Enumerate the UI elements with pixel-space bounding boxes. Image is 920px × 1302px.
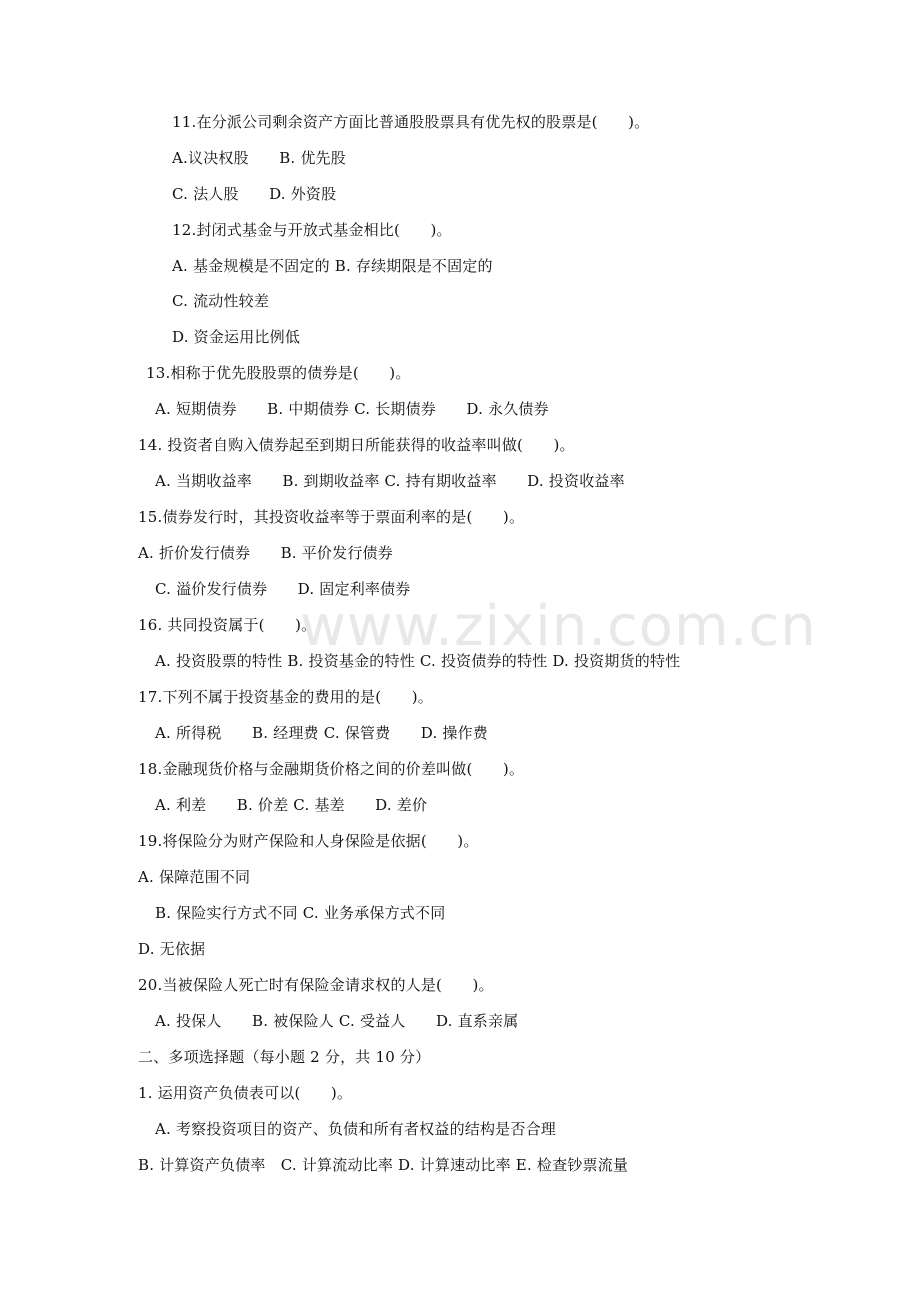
question-17: 17.下列不属于投资基金的费用的是( )。 — [138, 688, 433, 706]
question-13: 13.相称于优先股股票的债券是( )。 — [146, 364, 411, 382]
question-16: 16. 共同投资属于( )。 — [138, 616, 317, 634]
question-19-options-bc: B. 保险实行方式不同 C. 业务承保方式不同 — [155, 904, 446, 922]
mc-question-1: 1. 运用资产负债表可以( )。 — [138, 1084, 353, 1102]
question-19-option-d: D. 无依据 — [138, 940, 206, 958]
question-11-options-cd: C. 法人股 D. 外资股 — [172, 185, 337, 203]
question-14-options: A. 当期收益率 B. 到期收益率 C. 持有期收益率 D. 投资收益率 — [155, 472, 625, 490]
question-19-option-a: A. 保障范围不同 — [138, 868, 251, 886]
question-12-option-c: C. 流动性较差 — [172, 292, 270, 310]
question-20-options: A. 投保人 B. 被保险人 C. 受益人 D. 直系亲属 — [155, 1012, 519, 1030]
question-13-options: A. 短期债券 B. 中期债券 C. 长期债券 D. 永久债券 — [155, 400, 549, 418]
question-12: 12.封闭式基金与开放式基金相比( )。 — [172, 221, 452, 239]
question-18: 18.金融现货价格与金融期货价格之间的价差叫做( )。 — [138, 760, 525, 778]
question-11-options-ab: A.议决权股 B. 优先股 — [172, 149, 346, 167]
question-12-options-ab: A. 基金规模是不固定的 B. 存续期限是不固定的 — [172, 257, 493, 275]
question-15-options-cd: C. 溢价发行债券 D. 固定利率债券 — [155, 580, 411, 598]
question-19: 19.将保险分为财产保险和人身保险是依据( )。 — [138, 832, 479, 850]
question-18-options: A. 利差 B. 价差 C. 基差 D. 差价 — [155, 796, 428, 814]
question-14: 14. 投资者自购入债券起至到期日所能获得的收益率叫做( )。 — [138, 436, 575, 454]
question-17-options: A. 所得税 B. 经理费 C. 保管费 D. 操作费 — [155, 724, 489, 742]
mc-question-1-options-be: B. 计算资产负债率 C. 计算流动比率 D. 计算速动比率 E. 检查钞票流量 — [138, 1156, 629, 1174]
question-15: 15.债券发行时，其投资收益率等于票面利率的是( )。 — [138, 508, 525, 526]
question-15-options-ab: A. 折价发行债券 B. 平价发行债券 — [138, 544, 393, 562]
question-11: 11.在分派公司剩余资产方面比普通股股票具有优先权的股票是( )。 — [172, 113, 650, 131]
question-12-option-d: D. 资金运用比例低 — [172, 328, 301, 346]
question-20: 20.当被保险人死亡时有保险金请求权的人是( )。 — [138, 976, 494, 994]
watermark: www.zixin.com.cn — [300, 594, 817, 659]
mc-question-1-option-a: A. 考察投资项目的资产、负债和所有者权益的结构是否合理 — [155, 1120, 556, 1138]
section-heading-multiple-choice: 二、多项选择题（每小题 2 分，共 10 分） — [138, 1048, 431, 1066]
question-16-options: A. 投资股票的特性 B. 投资基金的特性 C. 投资债券的特性 D. 投资期货的特性 — [155, 652, 681, 670]
